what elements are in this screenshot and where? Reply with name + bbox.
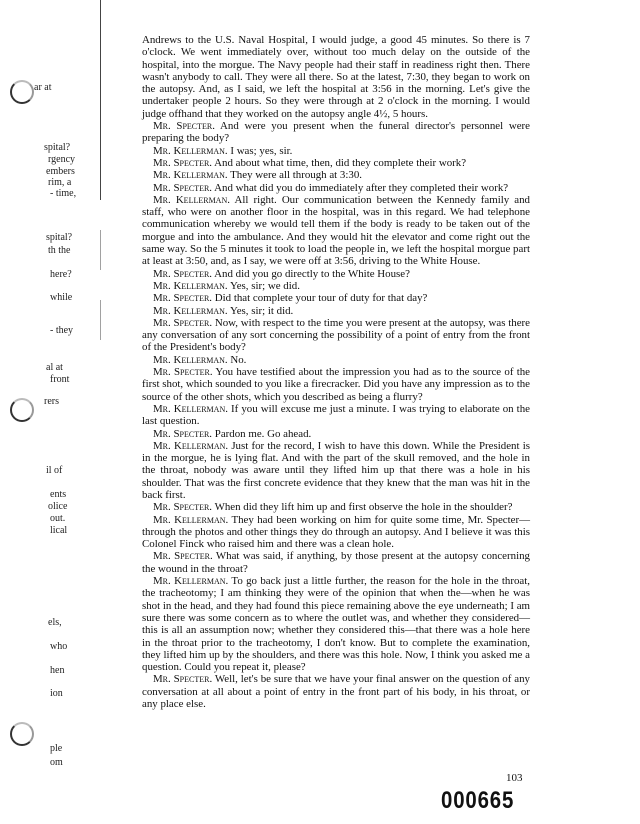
punch-hole	[10, 398, 34, 422]
page-number: 103	[506, 772, 523, 784]
margin-text-fragment: il of	[46, 465, 63, 476]
margin-text-fragment: th the	[48, 245, 71, 256]
margin-text-fragment: who	[50, 641, 68, 652]
transcript-paragraph	[142, 280, 530, 292]
margin-text-fragment: ple	[50, 743, 63, 754]
speaker-name: Mr. Specter.	[153, 292, 213, 305]
paragraph-text: When did they lift him up and first observe the hole in the shoulder?	[214, 501, 513, 514]
speaker-name: Mr. Specter.	[153, 427, 213, 440]
scan-edge-line	[100, 230, 101, 270]
transcript-paragraph	[142, 428, 530, 440]
speaker-name: Mr. Kellerman.	[153, 439, 229, 452]
speaker-name: Mr. Specter.	[153, 316, 213, 329]
scan-edge-line	[100, 300, 101, 340]
transcript-body	[142, 34, 530, 710]
margin-text-fragment: om	[50, 757, 63, 768]
paragraph-text: You have testified about the impression you had as to the source of the first shot, which sounded to you like a firecracker. Did you have any impression as to the source of the other shots, which you described as being a flurry?	[142, 366, 531, 403]
paragraph-text: And what did you do immediately after they completed their work?	[214, 181, 509, 194]
transcript-paragraph	[142, 550, 530, 575]
paragraph-text: Yes, sir; it did.	[229, 304, 294, 317]
margin-text-fragment: olice	[48, 501, 68, 512]
speaker-name: Mr. Specter.	[153, 267, 213, 280]
margin-text-fragment: - time,	[50, 188, 77, 199]
paragraph-text: I was; yes, sir.	[230, 144, 293, 157]
margin-text-fragment: front	[50, 374, 70, 385]
speaker-name: Mr. Kellerman.	[153, 279, 228, 292]
margin-text-fragment: els,	[48, 617, 62, 628]
margin-text-fragment: here?	[50, 269, 72, 280]
paragraph-text: Pardon me. Go ahead.	[214, 427, 312, 440]
margin-text-fragment: - they	[50, 325, 74, 336]
paragraph-text: They were all through at 3:30.	[230, 169, 362, 182]
transcript-paragraph	[142, 157, 530, 169]
margin-text-fragment: spital?	[46, 232, 73, 243]
transcript-paragraph	[142, 501, 530, 513]
transcript-paragraph	[142, 305, 530, 317]
transcript-paragraph	[142, 145, 530, 157]
bates-stamp: 000665	[441, 787, 515, 814]
transcript-paragraph	[142, 268, 530, 280]
paragraph-text: Just for the record, I wish to have this down. While the President is in the morgue, he is lying flat. And with the part of the skull removed, and the hole in the throat, nobody was aware until they lifted him up that there was a hole in his shoulder. That was the first concrete evidence that they knew that the man was hit in the back first.	[142, 439, 530, 501]
speaker-name: Mr. Specter.	[153, 156, 213, 169]
transcript-paragraph	[142, 440, 530, 501]
transcript-paragraph	[142, 34, 530, 120]
paragraph-text: Well, let's be sure that we have your final answer on the question of any conversation at all about a point of entry in the front part of his body, in his throat, or any place else.	[142, 673, 530, 711]
speaker-name: Mr. Specter.	[153, 550, 213, 563]
transcript-paragraph	[142, 169, 530, 181]
paragraph-text: All right. Our communication between the Kennedy family and staff, who were on another floor in the hospital, was in this regard. We had telephone communication whereby we would tell them if the body is ready to be taken out of the morgue and into the ambulance. And they would hit the elevator and come right out the same way. So the 5 minutes it took to load the people in, we left the hospital morgue part at least at 3:50, and, as I say, we were off at 3:56, driving to the White House.	[142, 193, 531, 268]
margin-text-fragment: lical	[50, 525, 68, 536]
paragraph-text: Yes, sir; we did.	[229, 279, 300, 292]
paragraph-text: They had been working on him for quite some time, Mr. Specter—through the photos and other things they do through an autopsy. And I believe it was this Colonel Finck who raised him and there was a clean hole.	[142, 513, 530, 551]
margin-text-fragment: ion	[50, 688, 63, 699]
transcript-paragraph	[142, 673, 530, 710]
paragraph-text: No.	[230, 353, 247, 366]
speaker-name: Mr. Kellerman.	[153, 144, 228, 157]
paragraph-text: To go back just a little further, the reason for the hole in the throat, the tracheotomy; I am thinking they were of the opinion that when the—when he was shot in the head, and they had found this piece remaining above the eye underneath; I am sure there was some concern as to where the outlet was, and whether they considered—this is all an assumption now; whether they considered this—that there was a hole here in the throat prior to the tracheotomy, I don't know. But to complete the examination, they lifted him up by the shoulders, and there was this hole. Now, I think you asked me a question. Could you repeat it, please?	[142, 575, 531, 674]
transcript-paragraph	[142, 354, 530, 366]
speaker-name: Mr. Kellerman.	[153, 575, 229, 588]
speaker-name: Mr. Kellerman.	[153, 193, 230, 206]
scan-edge-line	[100, 0, 101, 200]
margin-text-fragment: while	[50, 292, 73, 303]
paragraph-text: Did that complete your tour of duty for that day?	[214, 292, 428, 305]
margin-text-fragment: rim, a	[48, 177, 72, 188]
speaker-name: Mr. Kellerman.	[153, 169, 228, 182]
margin-text-fragment: al at	[46, 362, 63, 373]
speaker-name: Mr. Specter.	[153, 181, 213, 194]
paragraph-text: And were you present when the funeral director's personnel were preparing the body?	[142, 120, 530, 145]
transcript-paragraph	[142, 403, 530, 428]
speaker-name: Mr. Specter.	[153, 501, 213, 514]
punch-hole	[10, 80, 34, 104]
margin-text-fragment: out.	[50, 513, 66, 524]
margin-text-fragment: rers	[44, 396, 59, 407]
paragraph-text: And did you go directly to the White House?	[214, 267, 410, 280]
speaker-name: Mr. Specter.	[153, 366, 213, 379]
speaker-name: Mr. Specter.	[153, 120, 215, 133]
speaker-name: Mr. Kellerman.	[153, 353, 228, 366]
margin-text-fragment: spital?	[44, 142, 71, 153]
transcript-paragraph	[142, 182, 530, 194]
transcript-paragraph	[142, 366, 530, 403]
speaker-name: Mr. Kellerman.	[153, 402, 228, 415]
transcript-paragraph	[142, 514, 530, 551]
transcript-paragraph	[142, 292, 530, 304]
speaker-name: Mr. Kellerman.	[153, 513, 229, 526]
paragraph-text: What was said, if anything, by those present at the autopsy concerning the wound in the throat?	[142, 550, 531, 575]
margin-text-fragment: embers	[46, 166, 75, 177]
paragraph-text: Now, with respect to the time you were present at the autopsy, was there any conversation of any sort concerning the possibility of a point of entry from the front of the President's body?	[142, 316, 530, 354]
margin-text-fragment: hen	[50, 665, 65, 676]
margin-text-fragment: ents	[50, 489, 67, 500]
punch-hole	[10, 722, 34, 746]
margin-text-fragment: ar at	[34, 82, 52, 93]
margin-text-fragment: rgency	[48, 154, 76, 165]
transcript-paragraph	[142, 120, 530, 145]
transcript-paragraph	[142, 575, 530, 673]
speaker-name: Mr. Specter.	[153, 673, 213, 686]
transcript-paragraph	[142, 317, 530, 354]
speaker-name: Mr. Kellerman.	[153, 304, 228, 317]
paragraph-text: If you will excuse me just a minute. I was trying to elaborate on the last question.	[142, 402, 530, 428]
paragraph-text: Andrews to the U.S. Naval Hospital, I would judge, a good 45 minutes. So there is 7 o'clock. We went immediately over, without too much delay on the outside of the hospital, into the morgue. The Navy people had their staff in readiness right then. There wasn't anybody to call. They were all there. So at the latest, 7:30, they began to work on the autopsy. And, as I said, we left the hospital at 3:56 in the morning. Let's give the undertaker people 2 hours. So they were through at 2 o'clock in the morning. I would judge offhand that they worked on the autopsy angle 4½, 5 hours.	[142, 34, 530, 120]
transcript-paragraph	[142, 194, 530, 268]
paragraph-text: And about what time, then, did they complete their work?	[214, 156, 467, 169]
